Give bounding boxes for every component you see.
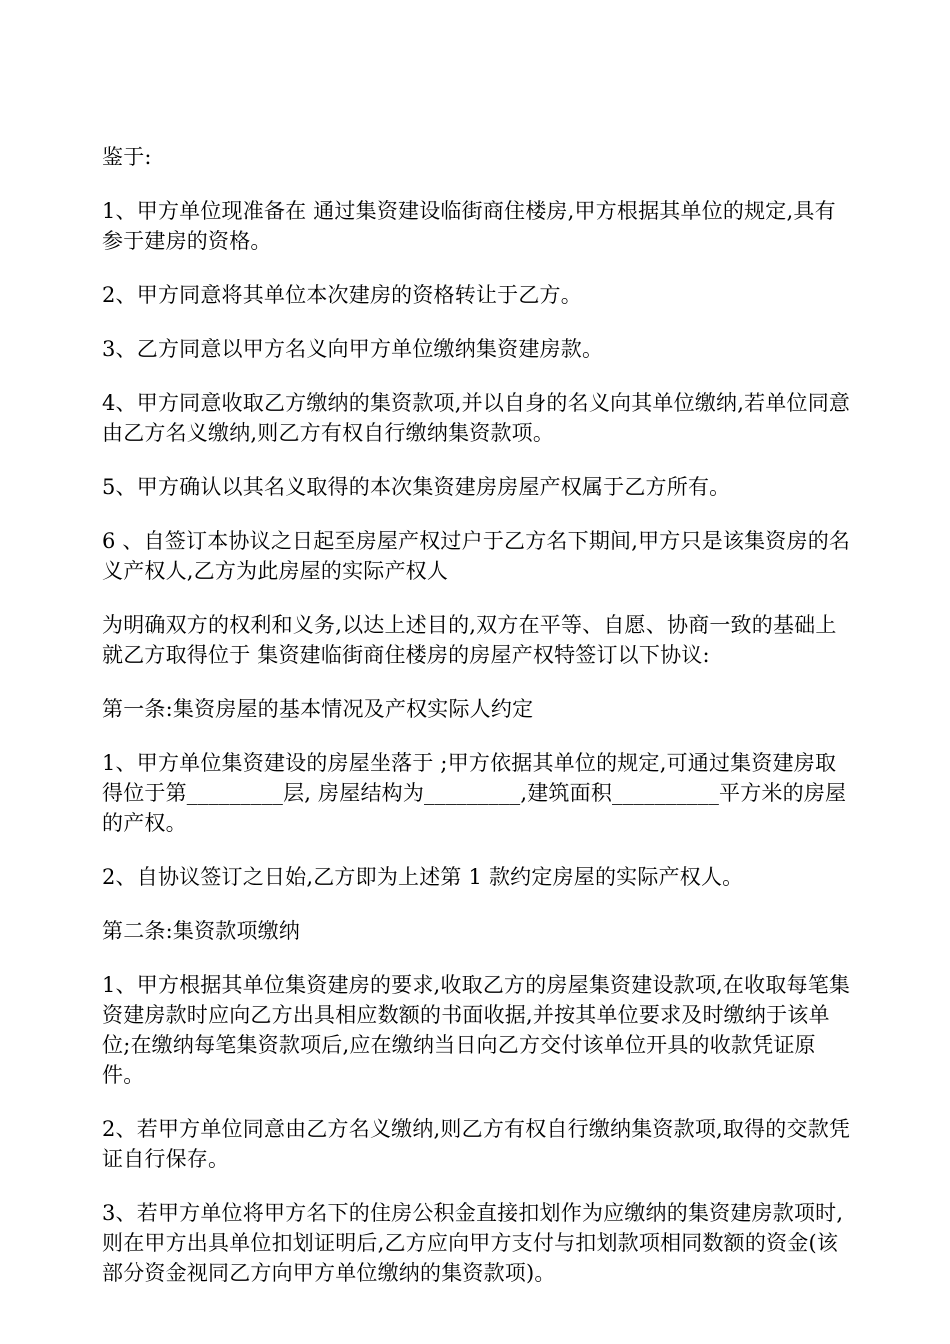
article-2-clause-1: 1、甲方根据其单位集资建房的要求,收取乙方的房屋集资建设款项,在收取每笔集资建房款时应向乙方出具相应数额的书面收据,并按其单位要求及时缴纳于该单位;在缴纳每笔集资款项后,应在缴纳当日向乙方交付该单位开具的收款凭证原件。 <box>102 973 851 1087</box>
article-2-heading: 第二条:集资款项缴纳 <box>102 919 301 943</box>
recital-5: 5、甲方确认以其名义取得的本次集资建房房屋产权属于乙方所有。 <box>102 475 731 499</box>
article-1-clause-2: 2、自协议签订之日始,乙方即为上述第 1 款约定房屋的实际产权人。 <box>102 865 744 889</box>
recital-2: 2、甲方同意将其单位本次建房的资格转让于乙方。 <box>102 283 582 307</box>
recital-6: 6 、自签订本协议之日起至房屋产权过户于乙方名下期间,甲方只是该集资房的名义产权人,乙方为此房屋的实际产权人 <box>102 529 851 583</box>
intro-heading: 鉴于: <box>102 145 152 169</box>
article-2-clause-3: 3、若甲方单位将甲方名下的住房公积金直接扣划作为应缴纳的集资建房款项时,则在甲方出具单位扣划证明后,乙方应向甲方支付与扣划款项相同数额的资金(该部分资金视同乙方向甲方单位缴纳的集资款项)。 <box>102 1201 844 1285</box>
document-body <box>102 142 852 1312</box>
article-2-clause-2: 2、若甲方单位同意由乙方名义缴纳,则乙方有权自行缴纳集资款项,取得的交款凭证自行保存。 <box>102 1117 851 1171</box>
recital-1: 1、甲方单位现准备在 通过集资建设临街商住楼房,甲方根据其单位的规定,具有参于建房的资格。 <box>102 199 836 253</box>
recital-4: 4、甲方同意收取乙方缴纳的集资款项,并以自身的名义向其单位缴纳,若单位同意由乙方名义缴纳,则乙方有权自行缴纳集资款项。 <box>102 391 851 445</box>
recital-3: 3、乙方同意以甲方名义向甲方单位缴纳集资建房款。 <box>102 337 604 361</box>
article-1-clause-1: 1、甲方单位集资建设的房屋坐落于 ;甲方依据其单位的规定,可通过集资建房取得位于第_________层, 房屋结构为_________,建筑面积__________平方米的房屋的产权。 <box>102 751 847 835</box>
article-1-heading: 第一条:集资房屋的基本情况及产权实际人约定 <box>102 697 534 721</box>
purpose-paragraph: 为明确双方的权利和义务,以达上述目的,双方在平等、自愿、协商一致的基础上就乙方取得位于 集资建临街商住楼房的房屋产权特签订以下协议: <box>102 613 837 667</box>
